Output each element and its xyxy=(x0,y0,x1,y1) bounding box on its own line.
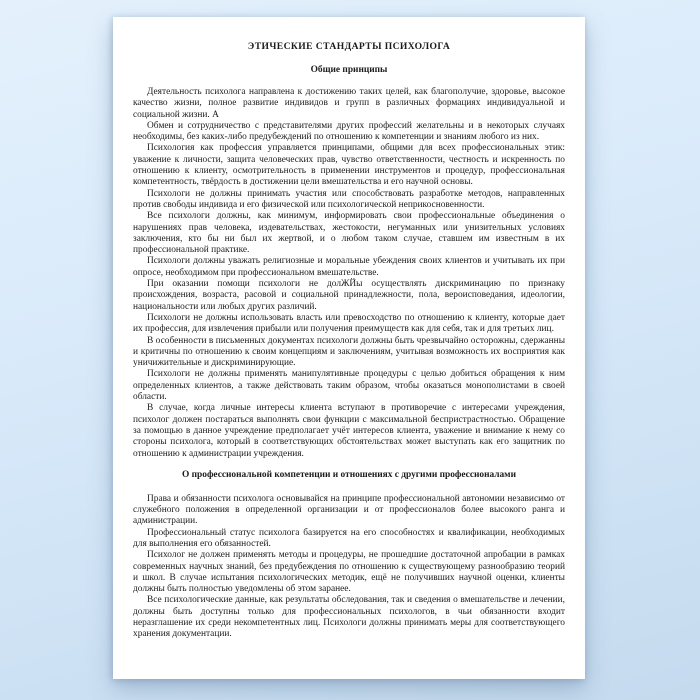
section-general-principles xyxy=(133,87,565,460)
paragraph: Деятельность психолога направлена к достижению таких целей, как благополучие, здоровье, высокое качество жизни, полное развитие индивидов и групп в различных формациях индивидуальной и социальной жизни. А xyxy=(133,87,565,120)
paragraph: Психологи не должны применять манипулятивные процедуры с целью добиться обращения к ним определенных клиентов, а также действовать таким образом, чтобы оказаться монополистами в своей области. xyxy=(133,369,565,403)
section-heading-professional-competence: О профессиональной компетенции и отношениях с другими профессионалами xyxy=(182,469,516,480)
paragraph: В случае, когда личные интересы клиента вступают в противоречие с интересами учреждения, психолог должен постараться выполнять свои функции с максимальной беспристрастностью. Обращение за помощью в данное учреждение предполагает учёт интересов клиента, уважение и внимание к нему со стороны психолога, который в соответствующих обстоятельствах может выступать как его защитник по отношению к администрации учреждения. xyxy=(133,403,565,459)
paragraph: Психологи не должны использовать власть или превосходство по отношению к клиенту, которые дает их профессия, для извлечения прибыли или получения преимуществ как для себя, так и для третьих лиц. xyxy=(133,312,565,335)
paragraph: В особенности в письменных документах психологи должны быть чрезвычайно осторожны, сдержанны и критичны по отношению к своим концепциям и заключениям, учитывая возможность их восприятия как уничижительные и дискриминирующие. xyxy=(133,335,565,369)
paragraph: Психологи должны уважать религиозные и моральные убеждения своих клиентов и учитывать их при опросе, необходимом при профессиональном вмешательстве. xyxy=(133,256,565,278)
section-heading-general-principles: Общие принципы xyxy=(310,65,388,75)
paragraph: Психологи не должны принимать участия или способствовать разработке методов, направленных против свободы индивида и его физической или психологической неприкосновенности. xyxy=(133,188,565,210)
section-professional-competence xyxy=(133,494,565,641)
paragraph: Профессиональный статус психолога базируется на его способностях и квалификации, необходимых для выполнения его обязанностей. xyxy=(133,527,565,549)
paragraph: При оказании помощи психологи не долЖЙы осуществлять дискриминацию по признаку происхождения, возраста, расовой и социальной принадлежности, пола, вероисповедания, идеологии, национальности или любых других различий. xyxy=(133,279,565,312)
document-page xyxy=(113,17,585,679)
paragraph: Обмен и сотрудничество с представителями других профессий желательны и в некоторых случаях необходимы, без каких-либо предубеждений по отношению к компетенции и знаниям любого из них. xyxy=(133,120,565,143)
paragraph: Психология как профессия управляется принципами, общими для всех профессиональных этик: уважение к личности, защита человеческих прав, чувство ответственности, честность и искренность по отношению к клиенту, осмотрительность в применении инструментов и процедур, профессиональная компетентность, твёрдость в достижении цели вмешательства и его научной основы. xyxy=(133,143,565,188)
paragraph: Психолог не должен применять методы и процедуры, не прошедшие достаточной апробации в рамках современных научных знаний, без предубеждения по отношению к существующему разнообразию теорий и школ. В случае испытания психологических методик, ещё не получивших научной оценки, клиенты должны быть полностью уведомлены об этом заранее. xyxy=(133,550,565,595)
paragraph: Все психологи должны, как минимум, информировать свои профессиональные объединения о нарушениях прав человека, издевательствах, жестокости, негуманных или унизительных условиях заключения, кто бы ни был их жертвой, и о любом таком случае, ставшем им известным в их профессиональной практике. xyxy=(133,211,565,256)
paragraph: Все психологические данные, как результаты обследования, так и сведения о вмешательстве и лечении, должны быть доступны только для профессиональных психологов, в чьи обязанности входит неразглашение их среди некомпетентных лиц. Психологи должны принимать меры для соответствующего хранения документации. xyxy=(133,595,565,640)
paragraph: Права и обязанности психолога основывайся на принципе профессиональной автономии независимо от служебного положения в определенной организации и от профессионалов более высокого ранга и администрации. xyxy=(133,493,565,527)
document-title: ЭТИЧЕСКИЕ СТАНДАРТЫ ПСИХОЛОГА xyxy=(247,41,451,52)
